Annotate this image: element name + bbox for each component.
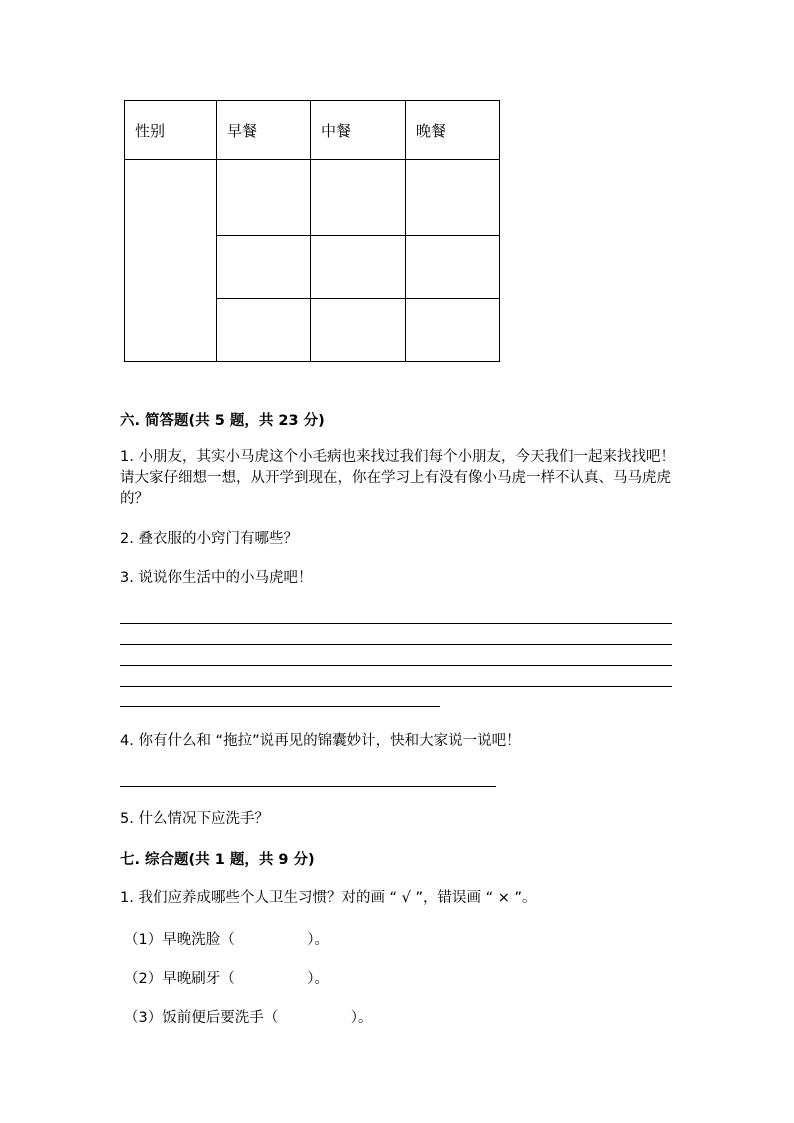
answer-line[interactable]	[120, 623, 672, 624]
question-6-2: 2. 叠衣服的小窍门有哪些？	[120, 531, 298, 547]
header-breakfast: 早餐	[217, 101, 311, 160]
table-cell[interactable]	[217, 299, 311, 362]
section-6-title: 六. 简答题(共 5 题，共 23 分)	[120, 413, 325, 429]
sub-item-1: （1）早晚洗脸（ ）。	[124, 932, 329, 948]
question-7-1: 1. 我们应养成哪些个人卫生习惯？对的画 “ √ ”，错误画 “ × ”。	[120, 890, 537, 906]
answer-line[interactable]	[120, 665, 672, 666]
question-6-1: 1. 小朋友，其实小马虎这个小毛病也来找过我们每个小朋友，今天我们一起来找找吧！请大家仔细想一想，从开学到现在，你在学习上有没有像小马虎一样不认真、马马虎虎的？	[120, 449, 675, 507]
table-cell[interactable]	[217, 160, 311, 236]
answer-line[interactable]	[120, 706, 440, 707]
question-6-5: 5. 什么情况下应洗手？	[120, 811, 269, 827]
header-lunch: 中餐	[311, 101, 406, 160]
answer-line[interactable]	[120, 686, 672, 687]
section-7-title: 七. 综合题(共 1 题，共 9 分)	[120, 852, 315, 868]
table-cell[interactable]	[406, 160, 500, 236]
table-header-row	[125, 101, 500, 160]
table-cell[interactable]	[406, 299, 500, 362]
sub-item-3: （3）饭前便后要洗手（ ）。	[124, 1010, 373, 1026]
table-cell[interactable]	[217, 236, 311, 299]
gender-cell[interactable]	[125, 160, 217, 362]
answer-line[interactable]	[120, 786, 496, 787]
table-cell[interactable]	[311, 299, 406, 362]
answer-line[interactable]	[120, 644, 672, 645]
table-cell[interactable]	[311, 236, 406, 299]
question-6-3: 3. 说说你生活中的小马虎吧！	[120, 570, 313, 586]
header-dinner: 晚餐	[406, 101, 500, 160]
table-cell[interactable]	[406, 236, 500, 299]
table-row	[125, 160, 500, 236]
table-cell[interactable]	[311, 160, 406, 236]
meal-table	[124, 100, 500, 362]
header-gender: 性别	[125, 101, 217, 160]
question-6-4: 4. 你有什么和 “拖拉”说再见的锦囊妙计，快和大家说一说吧！	[120, 733, 521, 749]
sub-item-2: （2）早晚刷牙（ ）。	[124, 971, 329, 987]
